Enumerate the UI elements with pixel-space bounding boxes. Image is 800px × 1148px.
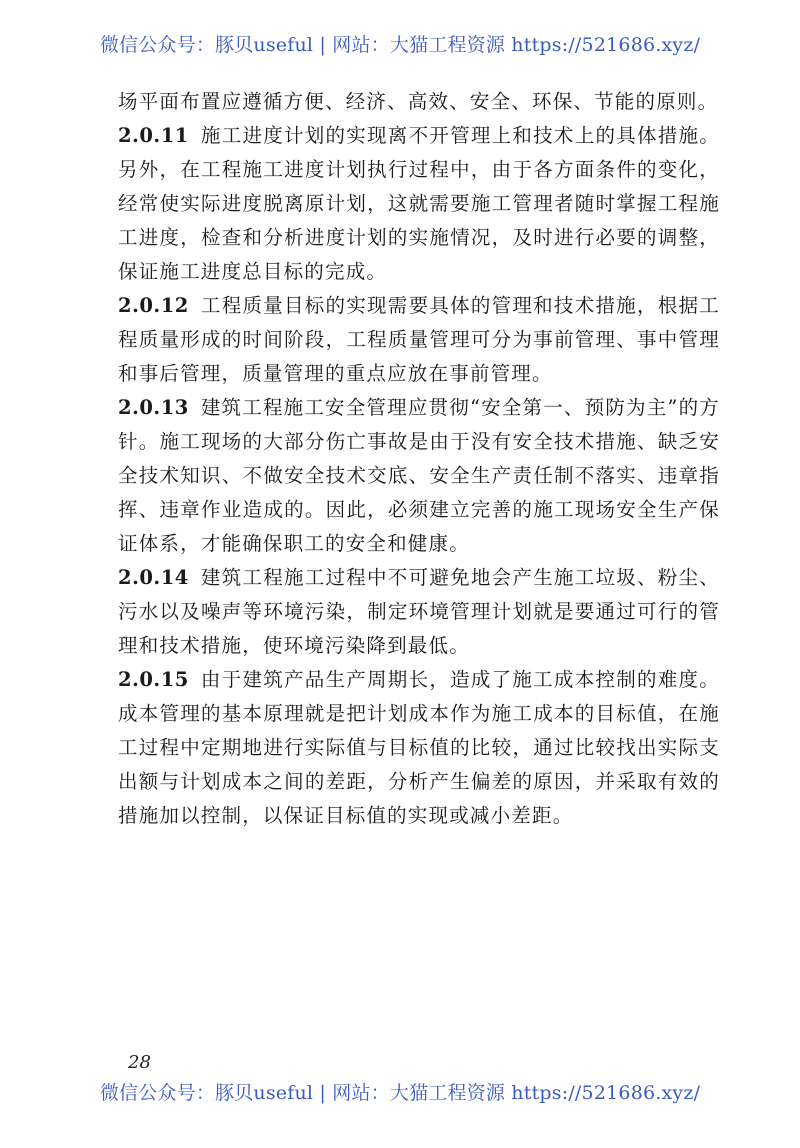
clause-number: 2.0.15 [118, 668, 189, 691]
paragraph-continuation [118, 85, 720, 119]
clause-number: 2.0.11 [118, 124, 189, 147]
clause-number: 2.0.13 [118, 396, 189, 419]
clause-2-0-11 [118, 119, 720, 289]
clause-number: 2.0.14 [118, 566, 189, 589]
document-body [118, 85, 720, 833]
clause-number: 2.0.12 [118, 294, 189, 317]
clause-text: 建筑工程施工安全管理应贯彻“安全第一、预防为主”的方针。施工现场的大部分伤亡事故是由于没有安全技术措施、缺乏安全技术知识、不做安全技术交底、安全生产责任制不落实、违章指挥、违章作业造成的。因此，必须建立完善的施工现场安全生产保证体系，才能确保职工的安全和健康。 [118, 396, 720, 555]
clause-text: 建筑工程施工过程中不可避免地会产生施工垃圾、粉尘、污水以及噪声等环境污染，制定环境管理计划就是要通过可行的管理和技术措施，使环境污染降到最低。 [118, 566, 720, 657]
clause-2-0-15 [118, 663, 720, 833]
page-number: 28 [128, 1052, 151, 1073]
clause-2-0-12 [118, 289, 720, 391]
clause-text: 施工进度计划的实现离不开管理上和技术上的具体措施。另外，在工程施工进度计划执行过程中，由于各方面条件的变化，经常使实际进度脱离原计划，这就需要施工管理者随时掌握工程施工进度，检查和分析进度计划的实施情况，及时进行必要的调整，保证施工进度总目标的完成。 [118, 124, 720, 283]
watermark-header: 微信公众号：豚贝useful | 网站：大猫工程资源 https://521686.xyz/ [99, 34, 701, 56]
clause-2-0-14 [118, 561, 720, 663]
clause-text: 由于建筑产品生产周期长，造成了施工成本控制的难度。成本管理的基本原理就是把计划成本作为施工成本的目标值，在施工过程中定期地进行实际值与目标值的比较，通过比较找出实际支出额与计划成本之间的差距，分析产生偏差的原因，并采取有效的措施加以控制，以保证目标值的实现或减小差距。 [118, 668, 720, 827]
paragraph-text: 场平面布置应遵循方便、经济、高效、安全、环保、节能的原则。 [118, 90, 719, 113]
clause-2-0-13 [118, 391, 720, 561]
watermark-footer: 微信公众号：豚贝useful | 网站：大猫工程资源 https://521686.xyz/ [99, 1082, 701, 1104]
clause-text: 工程质量目标的实现需要具体的管理和技术措施，根据工程质量形成的时间阶段，工程质量管理可分为事前管理、事中管理和事后管理，质量管理的重点应放在事前管理。 [118, 294, 720, 385]
